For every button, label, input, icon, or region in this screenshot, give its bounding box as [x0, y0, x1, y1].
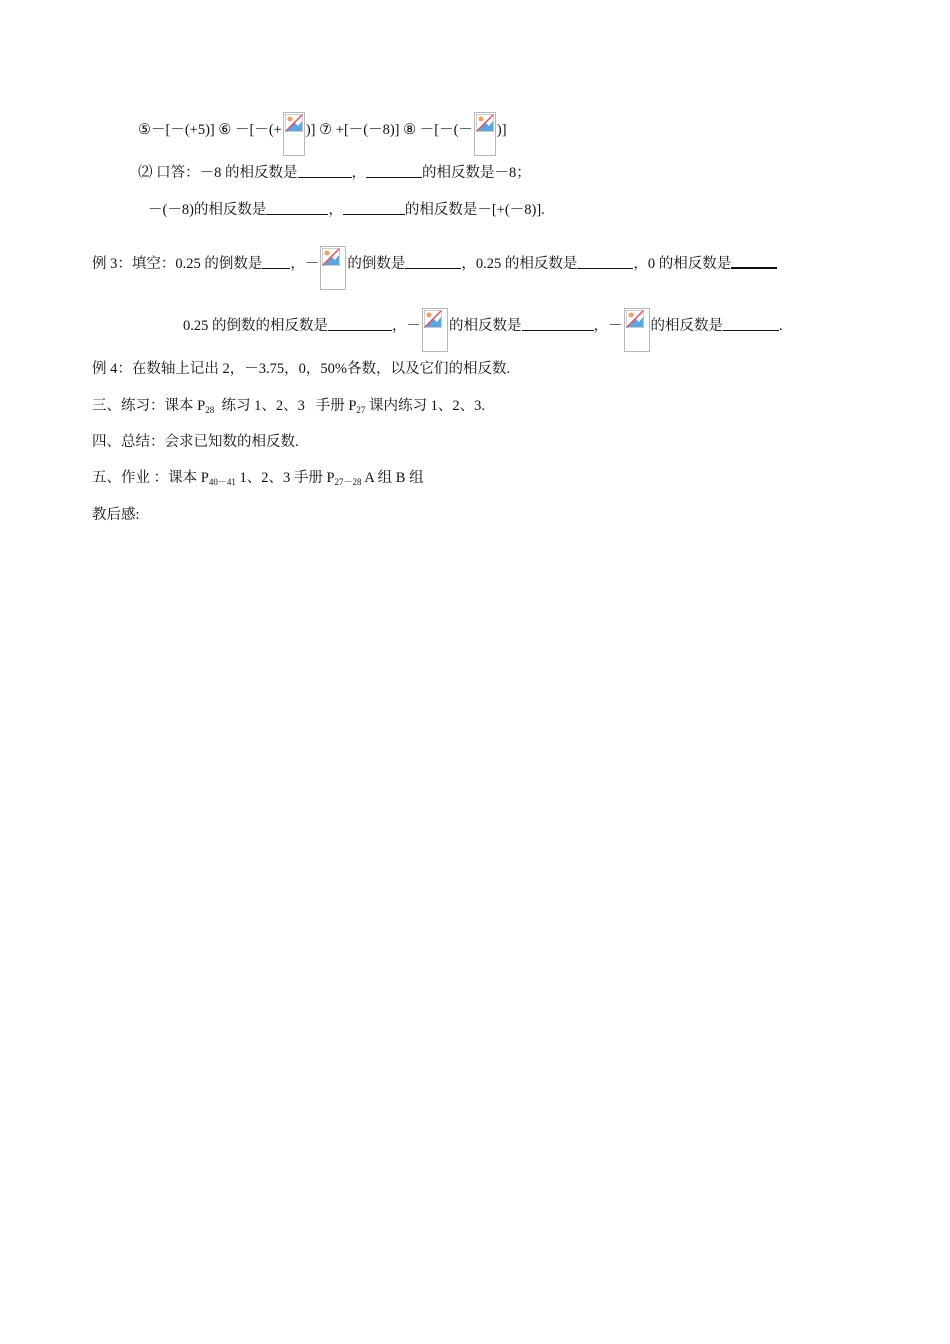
- answer-blank: [405, 254, 461, 269]
- reflection-label: 教后感:: [92, 507, 140, 523]
- practice-section: 三、练习：课本 $P_{28}$ 练习 1、2、3 手册 $P_{27}$ 课内练习 1、2、3.: [92, 398, 486, 415]
- broken-image-icon: [624, 308, 650, 352]
- oral-answer-line-2: －(－8)的相反数是 ， 的相反数是－[+(－8)].: [148, 202, 545, 218]
- oral-answer-line-1: ⑵ 口答：－8 的相反数是 ， 的相反数是－8；: [138, 165, 531, 181]
- answer-blank: [298, 163, 352, 178]
- example-3-line-1: 例 3：填空：0.25 的倒数是 ，－ 的倒数是 ，0.25 的相反数是 ，0 的相反数是: [92, 246, 777, 290]
- answer-blank: [577, 254, 633, 269]
- answer-blank: [328, 316, 392, 331]
- problem-5: ⑤－[－(+5)]: [138, 122, 215, 138]
- broken-image-icon: [283, 112, 305, 156]
- broken-image-icon: [320, 246, 346, 290]
- answer-blank: [366, 163, 422, 178]
- answer-blank: [522, 316, 594, 331]
- problem-row: [138, 112, 507, 156]
- answer-blank: [262, 254, 290, 269]
- example-4: 例 4：在数轴上记出 2，－3.75，0，50%各数，以及它们的相反数.: [92, 361, 511, 377]
- problem-7: ⑦ +[－(－8)]: [319, 122, 400, 138]
- homework-section: 五、作业 ：课本 $P_{40-41}$ 1、2、3 手册 $P_{27-28}$ A 组 B 组: [92, 470, 424, 487]
- answer-blank: [343, 200, 405, 215]
- summary-section: 四、总结：会求已知数的相反数.: [92, 434, 299, 450]
- problem-6-suffix: )]: [305, 122, 316, 138]
- broken-image-icon: [474, 112, 496, 156]
- problem-8-prefix: ⑧ －[－(－: [403, 122, 473, 138]
- answer-blank: [723, 316, 779, 331]
- example-3-line-2: 0.25 的倒数的相反数是 ，－ 的相反数是 ，－ 的相反数是 .: [183, 308, 783, 352]
- broken-image-icon: [422, 308, 448, 352]
- problem-6-prefix: ⑥ －[－(+: [218, 122, 282, 138]
- problem-8-suffix: )]: [496, 122, 507, 138]
- answer-blank: [266, 200, 328, 215]
- answer-blank: [731, 253, 777, 269]
